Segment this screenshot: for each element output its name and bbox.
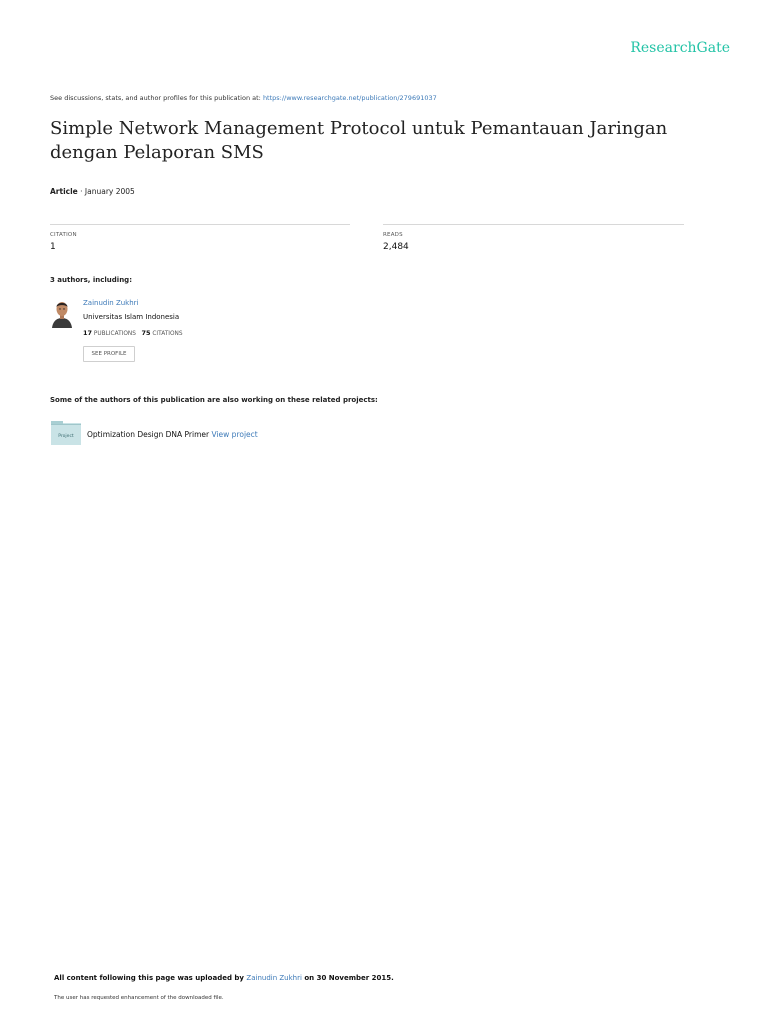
citation-value: 1 [50, 242, 56, 252]
project-folder-icon[interactable] [51, 421, 81, 445]
publication-meta [50, 187, 135, 196]
reads-value: 2,484 [383, 242, 409, 252]
discussion-line [50, 94, 437, 102]
upload-prefix: All content following this page was uploaded by [54, 974, 247, 982]
project-title: Optimization Design DNA Primer [87, 430, 210, 439]
divider-citation [50, 224, 350, 225]
meta-separator: · [77, 187, 85, 196]
author-name-link[interactable]: Zainudin Zukhri [83, 299, 139, 307]
projects-heading: Some of the authors of this publication are also working on these related projects: [50, 396, 378, 404]
author-citations-label: CITATIONS [152, 331, 183, 337]
publication-type: Article [50, 187, 78, 196]
researchgate-logo[interactable]: ResearchGate [630, 40, 730, 56]
publication-url-link[interactable]: https://www.researchgate.net/publication/279691037 [262, 94, 437, 102]
author-publications-count: 17 [83, 329, 93, 337]
authors-heading: 3 authors, including: [50, 276, 132, 284]
upload-suffix: on 30 November 2015. [301, 974, 394, 982]
author-avatar[interactable] [50, 298, 74, 328]
reads-label: READS [383, 232, 403, 238]
publication-title: Simple Network Management Protocol untuk Pemantauan Jaringan dengan Pelaporan SMS [50, 118, 668, 163]
publication-date: January 2005 [84, 187, 135, 196]
author-stats [83, 329, 183, 337]
discussion-prefix: See discussions, stats, and author profiles for this publication at: [50, 94, 263, 102]
uploader-link[interactable]: Zainudin Zukhri [246, 974, 302, 982]
author-citations-count: 75 [141, 329, 151, 337]
author-publications-label: PUBLICATIONS [93, 331, 136, 337]
citation-label: CITATION [50, 232, 77, 238]
project-item [87, 430, 258, 439]
divider-reads [383, 224, 684, 225]
author-institution: Universitas Islam Indonesia [83, 313, 180, 321]
project-icon-label: Project [58, 434, 74, 439]
upload-notice [54, 974, 394, 982]
see-profile-button[interactable]: SEE PROFILE [83, 346, 135, 362]
enhancement-note: The user has requested enhancement of the downloaded file. [54, 995, 224, 1001]
view-project-link[interactable]: View project [211, 430, 258, 439]
